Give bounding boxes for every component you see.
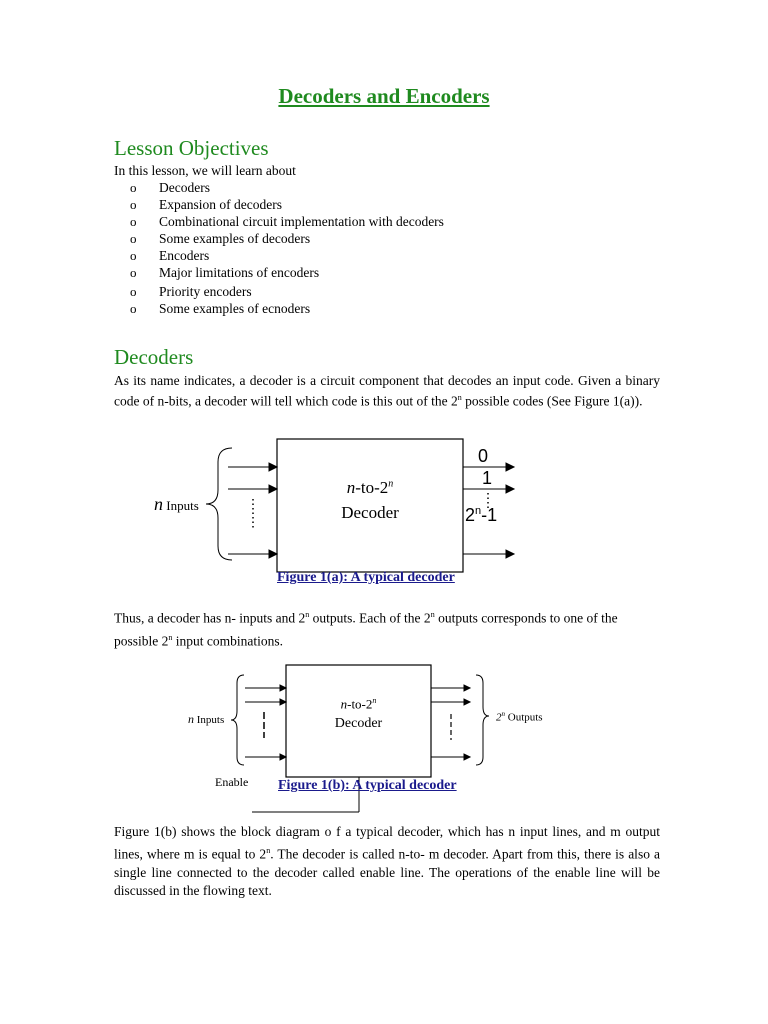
figure-1b-box-title: n-to-2$^n$ <box>340 696 377 712</box>
figure-1b-enable-label: Enable <box>215 775 249 789</box>
figure-1a-caption: Figure 1(a): A typical decoder <box>277 570 455 585</box>
decoders-heading: Decoders <box>114 345 194 369</box>
figure-1b-caption: Figure 1(b): A typical decoder <box>278 778 457 793</box>
figure-1a-output-last: 2$^n$-1 <box>465 505 498 525</box>
objectives-intro: In this lesson, we will learn about <box>114 163 296 178</box>
figure-1a-output-0: 0 <box>478 446 489 466</box>
page-title: Decoders and Encoders <box>278 84 490 108</box>
figure-1b-outputs-label: 2$^n$ Outputs <box>496 710 543 724</box>
document-page: Decoders and Encoders Lesson Objectives In this lesson, we will learn about o Decoders o Expansion of decoders o Combinational circuit implementation with decoders o Some examples of decoders o Encoders o Major limitations of encoders o Priority encoders o Some examples of ecnoders Decoders As its name indicates, a decoder is a circuit component that decodes an input code. Given a binary code of n-bits, a decoder will tell which code is this out of the 2$^n$ possible codes (See Figure 1(a)). n Inputs n-to-2$^n$ Decoder 0 1 2$^n$-1 Figure 1(a): A typical decoder Thus, a decoder has n- inputs and 2$^n$ outputs. Each of the 2$^n$ outputs corresponds to one of the possible 2$^n$ input combinations. n Inputs n-to-2$^n$ Decoder 2$^n$ Outputs Enable Figure 1(b): A typical decoder Figure 1(b) shows the block diagram o f a typical decoder, which has n input lines, and m output lines, where m is equal to 2$^n$. The decoder is called n-to- m decoder. Apart from this, there is also a single line connected to the decoder called enable line. The operations of the enable line will be discussed in the flowing text. <box>0 0 768 1024</box>
decoders-paragraph-3: Figure 1(b) shows the block diagram o f a typical decoder, which has n input lines, and m output lines, where m is equal to 2$^n$. The decoder is called n-to- m decoder. Apart from this, there is also a single line connected to the decoder called enable line. The operations of the enable line will be discussed in the flowing text. <box>114 824 660 898</box>
objectives-heading: Lesson Objectives <box>114 136 269 160</box>
decoders-paragraph-1: As its name indicates, a decoder is a circuit component that decodes an input code. Given a binary code of n-bits, a decoder will tell which code is this out of the 2$^n$ possible codes (See Figure 1(a)). <box>114 373 660 409</box>
figure-1a-output-1: 1 <box>482 468 493 488</box>
figure-1a-box-label: Decoder <box>341 503 399 522</box>
decoders-paragraph-2: Thus, a decoder has n- inputs and 2$^n$ outputs. Each of the 2$^n$ outputs corresponds to one of the possible 2$^n$ input combinations. <box>114 610 618 648</box>
figure-1b-box-label: Decoder <box>334 716 383 731</box>
figure-1b-inputs-label: n Inputs <box>188 712 225 726</box>
figure-1a-inputs-label: n Inputs <box>154 494 199 514</box>
figure-1a-box-title: n-to-2$^n$ <box>346 478 394 497</box>
